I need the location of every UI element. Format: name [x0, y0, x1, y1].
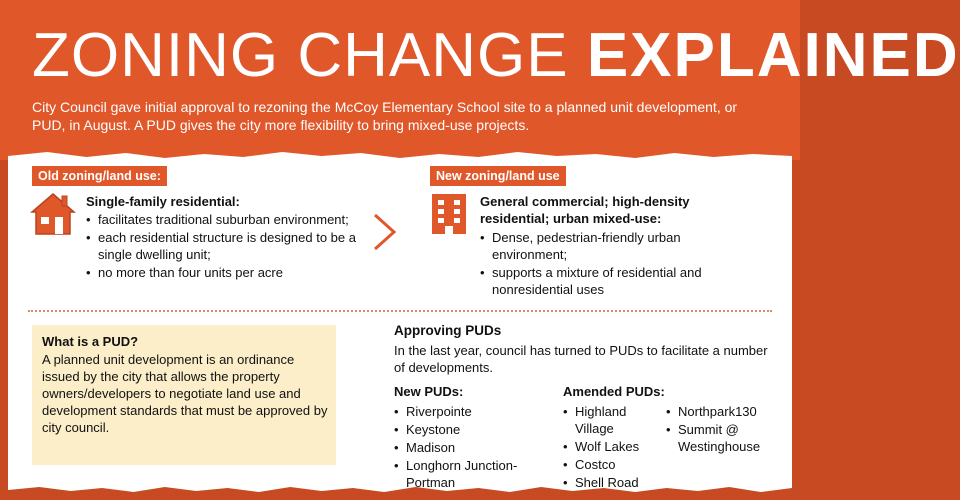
amended-puds-title: Amended PUDs:: [563, 384, 665, 399]
old-zoning-heading: Single-family residential:: [86, 194, 240, 209]
arrow-right-icon: [372, 212, 398, 252]
new-zoning-heading: General commercial; high-density residential; urban mixed-use:: [480, 194, 690, 226]
list-item: • Highland Village: [563, 403, 661, 437]
new-puds-list: [394, 403, 544, 492]
new-zoning-tag: New zoning/land use: [430, 166, 566, 186]
list-item: • no more than four units per acre: [86, 264, 356, 281]
list-item: • Dense, pedestrian-friendly urban environment;: [480, 229, 740, 263]
list-item: • Summit @ Westinghouse: [666, 421, 778, 455]
new-puds-title: New PUDs:: [394, 384, 464, 399]
intro-text: City Council gave initial approval to rezoning the McCoy Elementary School site to a planned unit development, or PUD, in August. A PUD gives the city more flexibility to bring mixed-use projects.: [32, 99, 738, 133]
list-item: • Riverpointe: [394, 403, 544, 420]
list-item: • Wolf Lakes: [563, 438, 661, 455]
list-item: • Longhorn Junction-Portman: [394, 457, 544, 491]
approving-text: In the last year, council has turned to PUDs to facilitate a number of developments.: [394, 343, 768, 375]
list-item: • facilitates traditional suburban environment;: [86, 211, 356, 228]
list-item: • each residential structure is designed to be a single dwelling unit;: [86, 229, 356, 263]
approving-title: Approving PUDs: [394, 323, 502, 338]
pud-answer: A planned unit development is an ordinance issued by the city that allows the property owners/developers to negotiate land use and development standards that must be approved by city council.: [42, 352, 328, 435]
page-title: [32, 21, 960, 90]
pud-definition-box: [32, 325, 336, 465]
amended-puds-list-2: [666, 403, 778, 456]
building-icon: [430, 192, 468, 236]
list-item: • Keystone: [394, 421, 544, 438]
title-bold: EXPLAINED: [586, 21, 960, 90]
old-zoning-list: [86, 211, 356, 282]
old-zoning-tag: Old zoning/land use:: [32, 166, 167, 186]
list-item: • Shell Road: [563, 474, 661, 491]
list-item: • Madison: [394, 439, 544, 456]
title-light: ZONING CHANGE: [32, 21, 569, 90]
dotted-divider: [28, 310, 772, 312]
header-band: [0, 0, 960, 160]
pud-question: What is a PUD?: [42, 334, 139, 349]
list-item: • Costco: [563, 456, 661, 473]
amended-puds-list-1: [563, 403, 661, 492]
house-icon: [28, 190, 78, 238]
list-item: • supports a mixture of residential and nonresidential uses: [480, 264, 740, 298]
new-zoning-list: [480, 229, 740, 299]
list-item: • Northpark130: [666, 403, 778, 420]
